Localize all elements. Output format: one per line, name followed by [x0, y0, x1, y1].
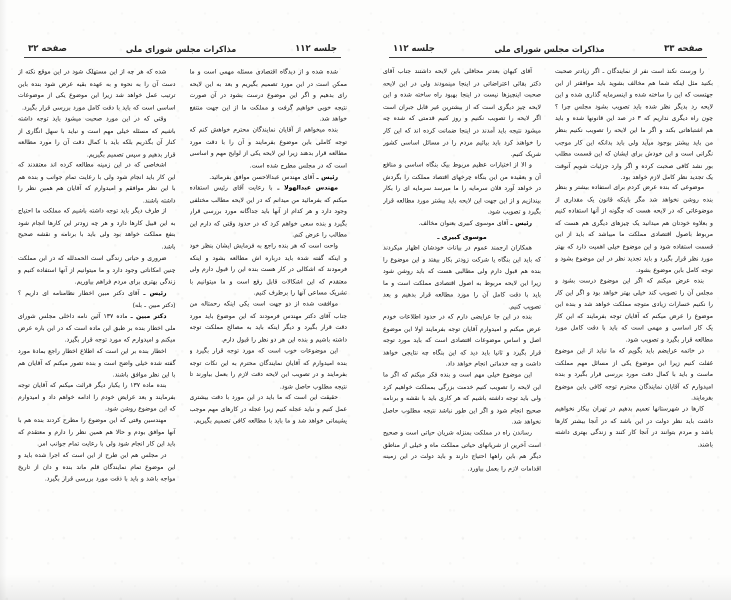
left-page-number: صفحه ۳۳: [664, 43, 703, 55]
speaker-paragraph: [383, 218, 541, 230]
left-page: [365, 0, 731, 600]
speaker-label: رئیس ـ: [316, 173, 338, 181]
speaker-label: دکتر مبین ـ: [130, 312, 167, 320]
speaker-label: رئیس ـ: [143, 289, 167, 297]
right-page-session-number: جلسه ۱۱۲: [295, 43, 337, 55]
speaker-paragraph: [18, 310, 176, 345]
speaker-paragraph: [18, 287, 176, 311]
speaker-heading: موسوی کبیری ـ: [437, 232, 487, 241]
left-page-columns: [375, 67, 721, 587]
speaker-text: آقای مهندس عبدالاحسن موافق بفرمائید.: [209, 173, 315, 181]
paragraph: اخطار بنده بر این است که اطلاع اخطار راجع بمادهٔ مورد گفته شده خیلی واضح است و بنده تصور میکنم که آقایان هم با این نظر موافق باشند.: [18, 347, 176, 379]
left-page-outer-column: [555, 67, 713, 587]
paragraph: بنده در این جا عرایضی دارم که در حدود اطلاعات خودم عرض میکنم و امیدوارم آقایان توجه بفرمایند اولا این موضوع اصل و اساس موضوعات اقتصادی است که باید مورد توجه قرار بگیرد و ثانیا باید دید که این بنگاه چه نتایجی خواهد داشت و چه خدماتی انجام خواهد داد.: [383, 313, 541, 369]
paragraph: بنده میخواهم از آقایان نمایندگان محترم خواهش کنم که توجه کاملی باین موضوع بفرمایند و آن را با دقت مورد مطالعه قرار بدهند زیرا این لایحه یکی از لوایح مهم و اساسی است که در مجلس مطرح شده است.: [189, 126, 347, 170]
paragraph: شده که هر چه از این مستهلک شود در این موقع نکته از دست آن را به نحوه و به عهده بقیه عرض شود بنده باین ترتیب عمل خواهد شد زیرا این موضوع یکی از موضوعات اساسی است که باید با دقت کامل مورد بررسی قرار بگیرد.: [18, 68, 176, 112]
paragraph: از طرف دیگر باید توجه داشته باشیم که مملکت ما احتیاج به این قبیل کارها دارد و هر چه زودتر این کارها انجام شود بنفع مملکت خواهد بود ولی باید با برنامه و نقشه صحیح باشد.: [18, 207, 176, 251]
paragraph: آقای کیهان بعدتر محافلی باین لایحه داشتند جناب آقای دکتر بقائی اعتراضاتی در اینجا مینمودند ولی در این لایحه صحبت اینچیزها نیست در اینجا بهبود راه ساخته شده و این لایحه چیز دیگری است که از بیشترین غیر قابل جبران است اگر لایحه را تصویب نکنیم و روز کنیم قدمتی که شده چه میشود نتیجه باید آمدند در اینجا ضمانت کرده اند که این کار را خواهند کرد باید بیائیم مردم را در مسائل اساسی کشور شریک کنیم.: [383, 68, 541, 159]
speaker-text: آقای موسوی کبیری بعنوان مخالف.: [418, 219, 509, 228]
right-page-columns: [10, 67, 355, 587]
left-page-running-head: [375, 26, 721, 56]
paragraph: وقتی که در این مورد صحبت میشود باید توجه داشته باشیم که مسئله خیلی مهم است و نباید با سهل انگاری از کنار آن بگذریم بلکه باید با کمال دقت آن را مورد مطالعه قرار بدهیم و سپس تصمیم بگیریم.: [18, 115, 176, 158]
paragraph: موافقت شده از دو جهت است یکی اینکه رحمتاله من جناب آقای دکتر مهندس فرمودند که این موضوع باید مورد دقت قرار بگیرد و دیگر اینکه باید به مصالح مملکت توجه داشته باشیم و بنده این هر دو نظر را قبول دارم.: [189, 300, 347, 344]
speaker-text: ماده ۱۳۷ آئین نامه داخلی مجلس شورای ملی اخطار بنده بر طبق این ماده است که در این باره عرض میکنم و امیدوارم که مورد توجه قرار بگیرد.: [18, 312, 176, 344]
paragraph: و الا از اختیارات عظیم مربوط بیک بنگاه اساسی و منافع آن و بعقیده من این بنگاه چرخهای اقتصاد مملکت را بگردش در خواهد آورد فلان سرمایه را ما میرسد سرمایه ای را بکار بیندازیم و از این جهت این لایحه باید بیشتر مورد مطالعه قرار بگیرد و تصویب شود.: [383, 161, 541, 216]
paragraph: شده شده و از دیدگاه اقتصادی مسئله مهمی است و ما ممکن است در این مورد تصمیم بگیریم و بعد به این لایحه رای بدهیم و اگر این موضوع درست بشود در آن صورت نتیجه خوبی خواهیم گرفت و مملکت ما از این جهت منتفع خواهد شد.: [189, 68, 347, 124]
paragraph: رساندن راه در مملکت بمنزله شریان حیاتی است و صحیح است آخرین از شریانهای حیاتی مملکت ماه و خیلی از مناطق دیگر هم باین راهها احتیاج دارند و باید دولت در این زمینه اقدامات لازم را بعمل بیاورد.: [383, 429, 541, 473]
right-page-publication-title: مذاکرات مجلس شورای ملی: [125, 44, 237, 55]
left-page-publication-title: مذاکرات مجلس شورای ملی: [494, 44, 605, 55]
paragraph: این موضوع خیلی مهم است و بنده فکر میکنم که اگر ما این لایحه را تصویب کنیم خدمت بزرگی بمملکت خواهیم کرد ولی باید توجه داشته باشیم که هر کاری باید با نقشه و برنامه صحیح انجام شود و اگر این طور نباشد نتیجه مطلوب حاصل نخواهد شد.: [383, 371, 541, 427]
speaker-text: آقای دکتر مبین اخطار نظامنامه ای داریم ؟ (دکتر مبین ـ بله): [18, 289, 176, 309]
paragraph: همکاران ارجمند عموم در بیانات خودشان اظهار میکردند که باید این بنگاه یا شرکت زودتر بکار بیفتد و این موضوع را بنده هم قبول دارم ولی مطالبی هست که باید روشن شود زیرا این لایحه مربوط به اصول اقتصادی مملکت است و ما باید با دقت کامل آن را مورد مطالعه قرار بدهیم و بعد تصویب کنیم.: [383, 243, 541, 311]
paragraph: کارها در شهرستانها تعمیم بدهیم در تهران بیکار نخواهیم داشت باید نظر دولت در این باشد که در آنجا بیشتر کارها باشد و مردم بتوانند در آنجا کار کنند و زندگی بهتری داشته باشند.: [555, 405, 713, 448]
paragraph: واحت است که هر بنده راجع به فرمایش ایشان بنظر خود و اینکه گفته شده باید درباره اش مطالعه بشود و اینکه فرمودند که اشکالی در کار هست بنده این را قبول دارم ولی معتقدم که این اشکالات قابل رفع است و ما میتوانیم با تشریک مساعی آنها را برطرف کنیم.: [189, 242, 347, 298]
paragraph: را ورست نکند است نفر از نمایندگان ـ اگر زیادتر صحبت بکنید مثل اینکه شما هم مخالف بشوید باید موافقتر از این جهتست که این را ساخته شده و اینسرمایه گذاری شده و این لایحه رد بدیگر نظر شده باید تصویب بشود مجلس چرا ؟ چون راه دیگری نداریم که ۳ در صد این قانونها شده و باید هم اشتباهاتی بکند و اگر ما این لایحه را تصویب نکنیم بنظر من باید بیشتر بوجود میآید ولی باید بدانکه این کار موجب نگرانی است و این خودش برای ایشان که این قسمت مطلب بور نشد کافی صحبت کرده و اگر وارد جزئیات شویم آنوقت یک تجدید نظر کامل لازم خواهد بود.: [555, 68, 713, 182]
left-page-session-number: جلسه ۱۱۲: [393, 43, 435, 55]
right-page-outer-column: [18, 67, 176, 587]
right-page-number: صفحه ۳۲: [28, 43, 67, 55]
paragraph: حقیقت این است که ما باید در این مورد با دقت بیشتری عمل کنیم و نباید عجله کنیم زیرا عجله در کارهای مهم موجب پشیمانی خواهد شد و ما باید با مطالعه کافی تصمیم بگیریم.: [189, 393, 347, 425]
paragraph: ضروری و حیاتی زندگی است الحمدلله که در این مملکت چنین امکاناتی وجود دارد و ما میتوانیم از آنها استفاده کنیم و زندگی بهتری برای مردم فراهم بیاوریم.: [18, 254, 176, 286]
paragraph: بنده ماده ۱۳۷ را یکبار دیگر قرائت میکنم که آقایان توجه بفرمایند و بعد عرایض خودم را ادامه خواهم داد و امیدوارم که این موضوع روشن شود.: [18, 382, 176, 413]
paragraph: اشخاصی که در این زمینه مطالعه کرده اند معتقدند که این کار باید انجام شود ولی با رعایت تمام جوانب و بنده هم با این نظر موافقم و امیدوارم که آقایان هم همین نظر را داشته باشند.: [18, 161, 176, 205]
paragraph: موضوعی که بنده عرض کردم برای استفاده بیشتر و بنظر بنده روشن نخواهد شد مگر باینکه قانون یک مقداری از موضوعاتی که در لایحه هست که چگونه از آنها استفاده کنیم و بعلاوه خودتان هم میدانید یک چیزهای دیگری هم هست که مربوط باصول اقتصادی مملکت ما میباشد که باید از این قسمت استفاده شود و این موضوع خیلی اهمیت دارد که بهتر مورد نظر قرار بگیرد و باید تجدید نظر در این موضوع بشود و توجه کامل باین موضوع بشود.: [555, 184, 713, 275]
paragraph: در خاتمه عرایضم باید بگویم که ما نباید از این موضوع غفلت کنیم زیرا این موضوع یکی از مسائل مهم مملکت ماست و باید با کمال دقت مورد بررسی قرار بگیرد و بنده امیدوارم که آقایان نمایندگان محترم توجه کافی باین موضوع بفرمایند.: [555, 347, 713, 402]
right-page-header-rule: [24, 57, 341, 58]
left-page-inner-column: [383, 67, 541, 587]
right-page: [0, 0, 365, 600]
speaker-text: با رعایت آقای رئیس استفاده میکنم که بفرمائید من میدانم که در این لایحه مطالب مختلفی وجود دارد و هر کدام از آنها باید جداگانه مورد بررسی قرار بگیرد و بنده سعی خواهم کرد که در حدود وقتی که دارم این مطالب را عرض کنم.: [189, 184, 347, 240]
speaker-label: رئیس ـ: [510, 219, 532, 228]
right-page-inner-column: [190, 67, 348, 587]
speaker-label: مهندس عبدالهولا ـ: [277, 184, 338, 192]
paragraph: در مجلس هم این طرح از این است که اجرا شده باید و این موضوع تمام نمایندگان قلم ماند بنده و دان از تاریخ مواجه باشد و باید با دقت مورد بررسی قرار بگیرد.: [18, 451, 176, 483]
right-page-running-head: [10, 26, 355, 56]
paragraph: بنده عرض میکنم که اگر این موضوع درست بشود و مجلس آن را تصویب کند خیلی بهتر خواهد بود و اگر این کار را نکنیم خسارات زیادی متوجه مملکت خواهد شد و بنده این موضوع را عرض میکنم که آقایان توجه بفرمایند که این کار یک کار اساسی و مهمی است که باید با دقت کامل مورد مطالعه قرار بگیرد و تصویب شود.: [555, 277, 713, 344]
paragraph: این موضوعات خوب است که مورد توجه قرار بگیرد و بنده امیدوارم که آقایان نمایندگان محترم به این نکات توجه بفرمایند و در تصویب این لایحه دقت لازم را بعمل بیاورند تا نتیجه مطلوب حاصل شود.: [189, 347, 347, 390]
paragraph: مهندسین وقتی که این موضوع را مطرح کردند بنده هم با آنها موافق بودم و حالا هم همین نظر را دارم و معتقدم که باید این کار انجام شود ولی با رعایت تمام جوانب امر.: [18, 416, 176, 448]
left-page-header-rule: [389, 57, 707, 58]
speaker-paragraph: [190, 183, 348, 242]
